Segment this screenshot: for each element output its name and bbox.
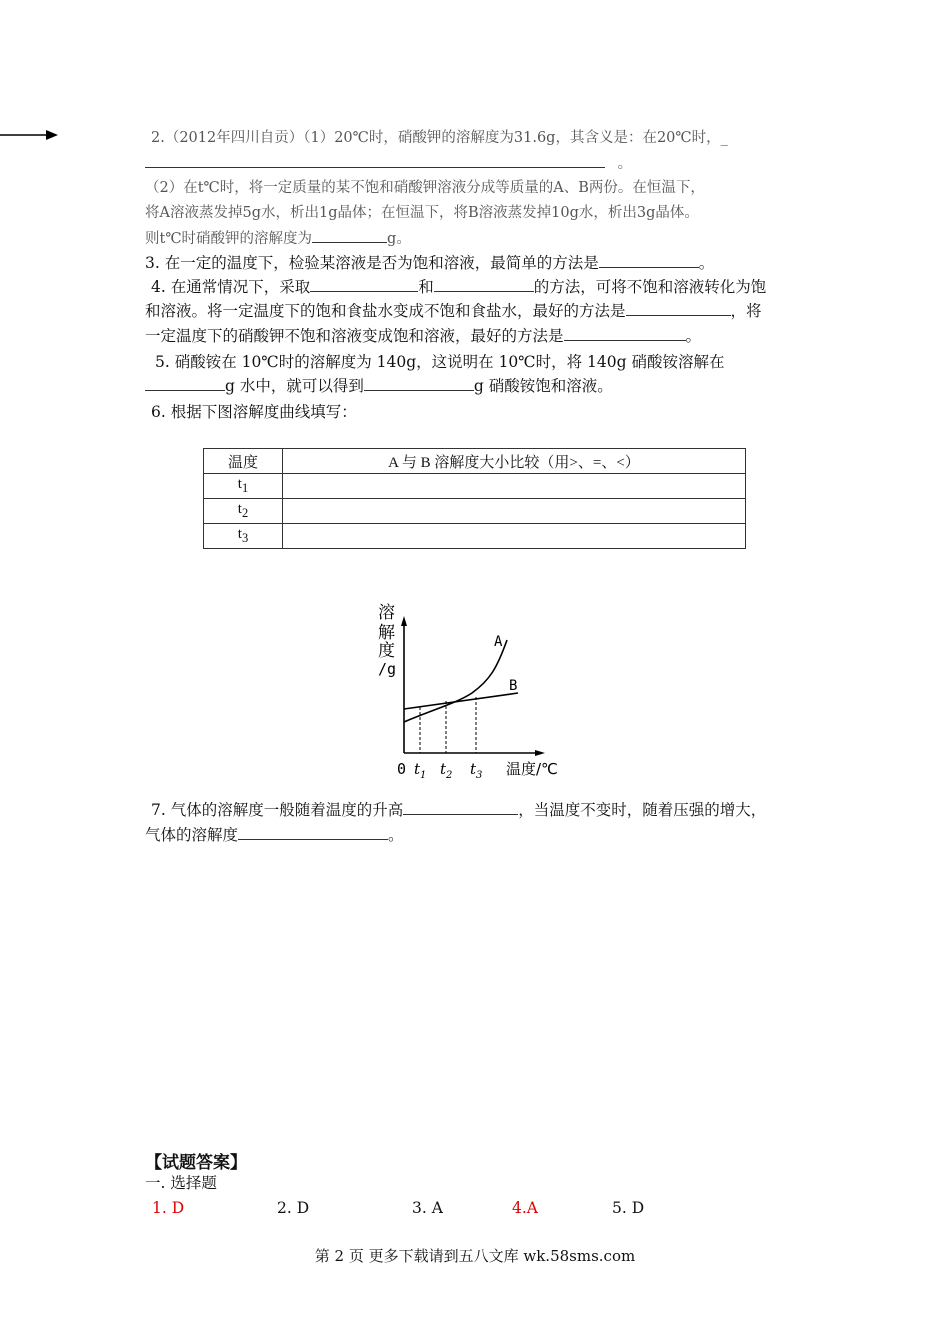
x-axis-label: 温度/℃ [506, 760, 558, 778]
margin-arrow-icon [0, 128, 58, 142]
table-header-cell: A 与 B 溶解度大小比较（用>、=、<） [283, 449, 746, 474]
q3-blank[interactable] [599, 253, 699, 268]
table-cell-answer[interactable] [283, 499, 746, 524]
y-label-unit: /g [378, 660, 397, 678]
table-row [204, 499, 746, 524]
curve-a [404, 640, 507, 722]
table-header-cell: 温度 [204, 449, 283, 474]
table-header-row [204, 449, 746, 474]
q6-text: 6. 根据下图溶解度曲线填写： [151, 403, 357, 421]
table-row [204, 474, 746, 499]
q2-line1: 2.（2012年四川自贡）（1）20℃时，硝酸钾的溶解度为31.6g，其含义是：在20℃时，_ [151, 130, 728, 146]
q2-line4: 将A溶液蒸发掉5g水，析出1g晶体；在恒温下，将B溶液蒸发掉10g水，析出3g晶体。 [145, 205, 699, 221]
x-axis-arrow-icon [535, 750, 545, 756]
table-cell-answer[interactable] [283, 524, 746, 549]
q7-blank-1[interactable] [403, 800, 518, 815]
origin-label: 0 [397, 760, 407, 778]
y-label-char: 溶 [378, 603, 395, 623]
q7-blank-2[interactable] [238, 825, 388, 840]
answers-title: 【试题答案】 [145, 1153, 247, 1173]
y-label-char: 解 [378, 623, 395, 643]
solubility-table [203, 448, 746, 549]
q2-line3: （2）在t℃时，将一定质量的某不饱和硝酸钾溶液分成等质量的A、B两份。在恒温下， [145, 180, 705, 196]
q4-line3: 一定温度下的硝酸钾不饱和溶液变成饱和溶液，最好的方法是 。 [145, 327, 702, 345]
q4-blank-4[interactable] [564, 326, 686, 341]
table-cell-answer[interactable] [283, 474, 746, 499]
q5-line1: 5. 硝酸铵在 10℃时的溶解度为 140g，这说明在 10℃时，将 140g 硝酸铵溶解在 [155, 353, 725, 371]
tick-label-t1: $t_1$ [414, 760, 427, 781]
q2-blank-meaning[interactable] [145, 153, 605, 168]
curve-a-label: A [494, 634, 503, 650]
q7-line2: 气体的溶解度 。 [145, 826, 404, 844]
q4-blank-3[interactable] [626, 301, 731, 316]
answer-item-1: 1. D [152, 1199, 185, 1217]
answer-item-5: 5. D [612, 1199, 645, 1217]
table-row [204, 524, 746, 549]
q5-blank-2[interactable] [364, 376, 474, 391]
q5-blank-1[interactable] [145, 376, 225, 391]
answer-item-4: 4.A [512, 1199, 538, 1217]
tick-label-t2: $t_2$ [440, 760, 453, 781]
y-axis-arrow-icon [401, 616, 407, 626]
q4-line1: 4. 在通常情况下，采取 和 的方法，可将不饱和溶液转化为饱 [151, 278, 767, 296]
q4-blank-2[interactable] [434, 277, 534, 292]
q2-line2: 。 [145, 153, 632, 174]
q5-line2: g 水中，就可以得到 g 硝酸铵饱和溶液。 [145, 376, 613, 396]
tick-label-t3: $t_3$ [470, 760, 483, 781]
q4-blank-1[interactable] [310, 277, 418, 292]
q4-line2: 和溶液。将一定温度下的饱和食盐水变成不饱和食盐水，最好的方法是 ，将 [145, 302, 762, 320]
q2-line5: 则t℃时硝酸钾的溶解度为 g。 [145, 228, 411, 249]
curve-b [404, 693, 518, 709]
table-cell-temp: $t_3$ [204, 524, 283, 549]
answers-section: 一. 选择题 [145, 1174, 217, 1192]
q3-line: 3. 在一定的温度下，检验某溶液是否为饱和溶液，最简单的方法是 。 [145, 254, 715, 272]
solubility-curve-graph [372, 598, 572, 783]
curve-b-label: B [509, 678, 518, 694]
y-label-char: 度 [378, 641, 395, 661]
q7-line1: 7. 气体的溶解度一般随着温度的升高 ，当温度不变时，随着压强的增大， [151, 801, 767, 819]
table-cell-temp: $t_2$ [204, 499, 283, 524]
answer-item-3: 3. A [412, 1199, 443, 1217]
table-cell-temp: $t_1$ [204, 474, 283, 499]
q2-blank-solubility[interactable] [312, 228, 387, 243]
page-footer: 第 2 页 更多下载请到五八文库 wk.58sms.com [314, 1247, 636, 1265]
answer-item-2: 2. D [277, 1199, 310, 1217]
